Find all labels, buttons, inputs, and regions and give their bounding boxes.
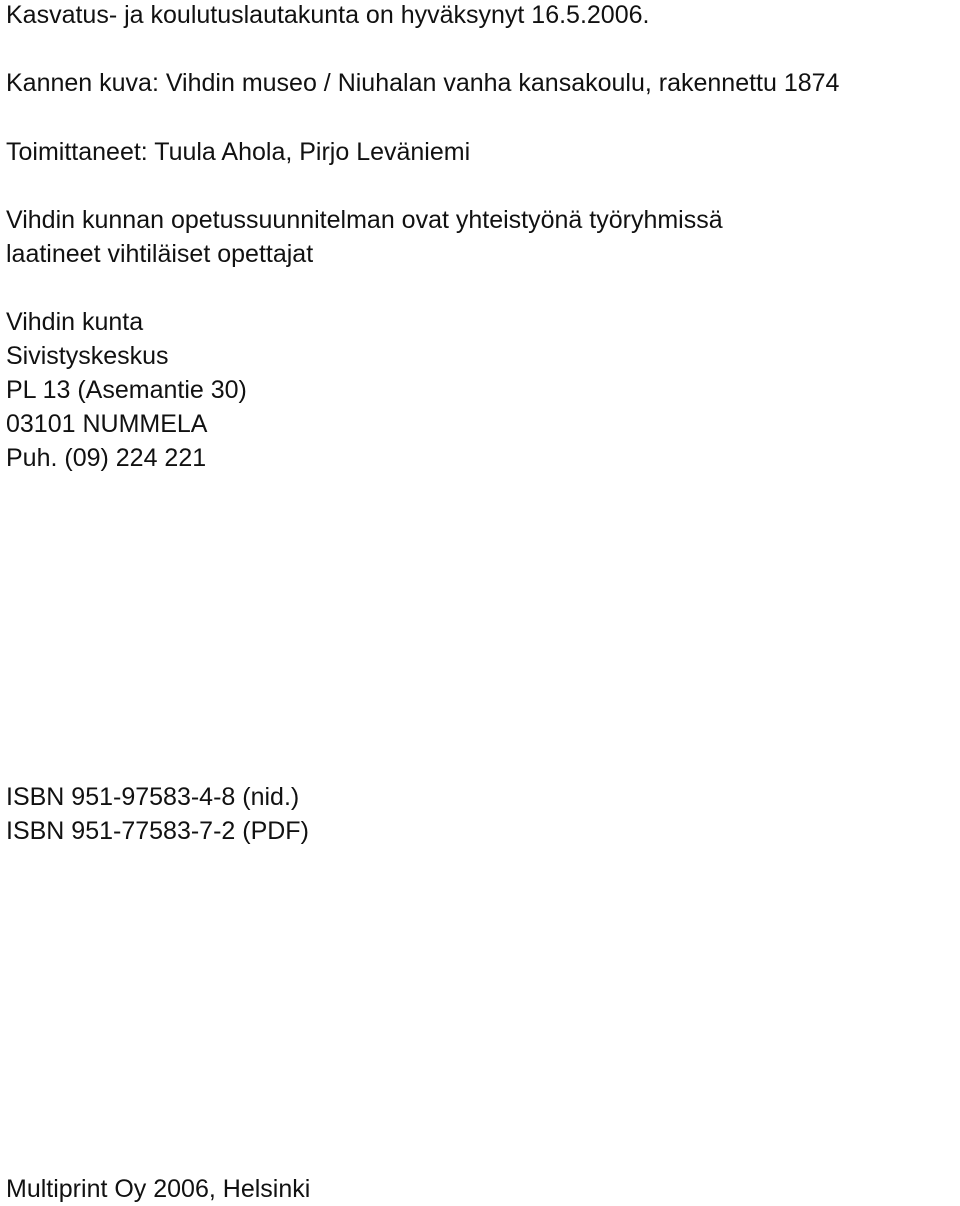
authors-line-2: laatineet vihtiläiset opettajat (6, 240, 314, 268)
isbn-block (6, 780, 309, 848)
printer-line: Multiprint Oy 2006, Helsinki (6, 1175, 311, 1203)
isbn-pdf: ISBN 951-77583-7-2 (PDF) (6, 817, 309, 845)
approval-note: Kasvatus- ja koulutuslautakunta on hyväksynyt 16.5.2006. (6, 1, 650, 29)
editors-line: Toimittaneet: Tuula Ahola, Pirjo Leväniemi (6, 138, 471, 166)
isbn-print: ISBN 951-97583-4-8 (nid.) (6, 783, 300, 811)
cover-caption: Kannen kuva: Vihdin museo / Niuhalan vanha kansakoulu, rakennettu 1874 (6, 69, 840, 97)
authors-note (6, 203, 723, 271)
address-po-box: PL 13 (Asemantie 30) (6, 376, 247, 404)
authors-line-1: Vihdin kunnan opetussuunnitelman ovat yhteistyönä työryhmissä (6, 206, 723, 234)
address-org: Vihdin kunta (6, 308, 144, 336)
address-phone: Puh. (09) 224 221 (6, 444, 207, 472)
publisher-address (6, 305, 247, 475)
address-postal: 03101 NUMMELA (6, 410, 208, 438)
address-dept: Sivistyskeskus (6, 342, 169, 370)
